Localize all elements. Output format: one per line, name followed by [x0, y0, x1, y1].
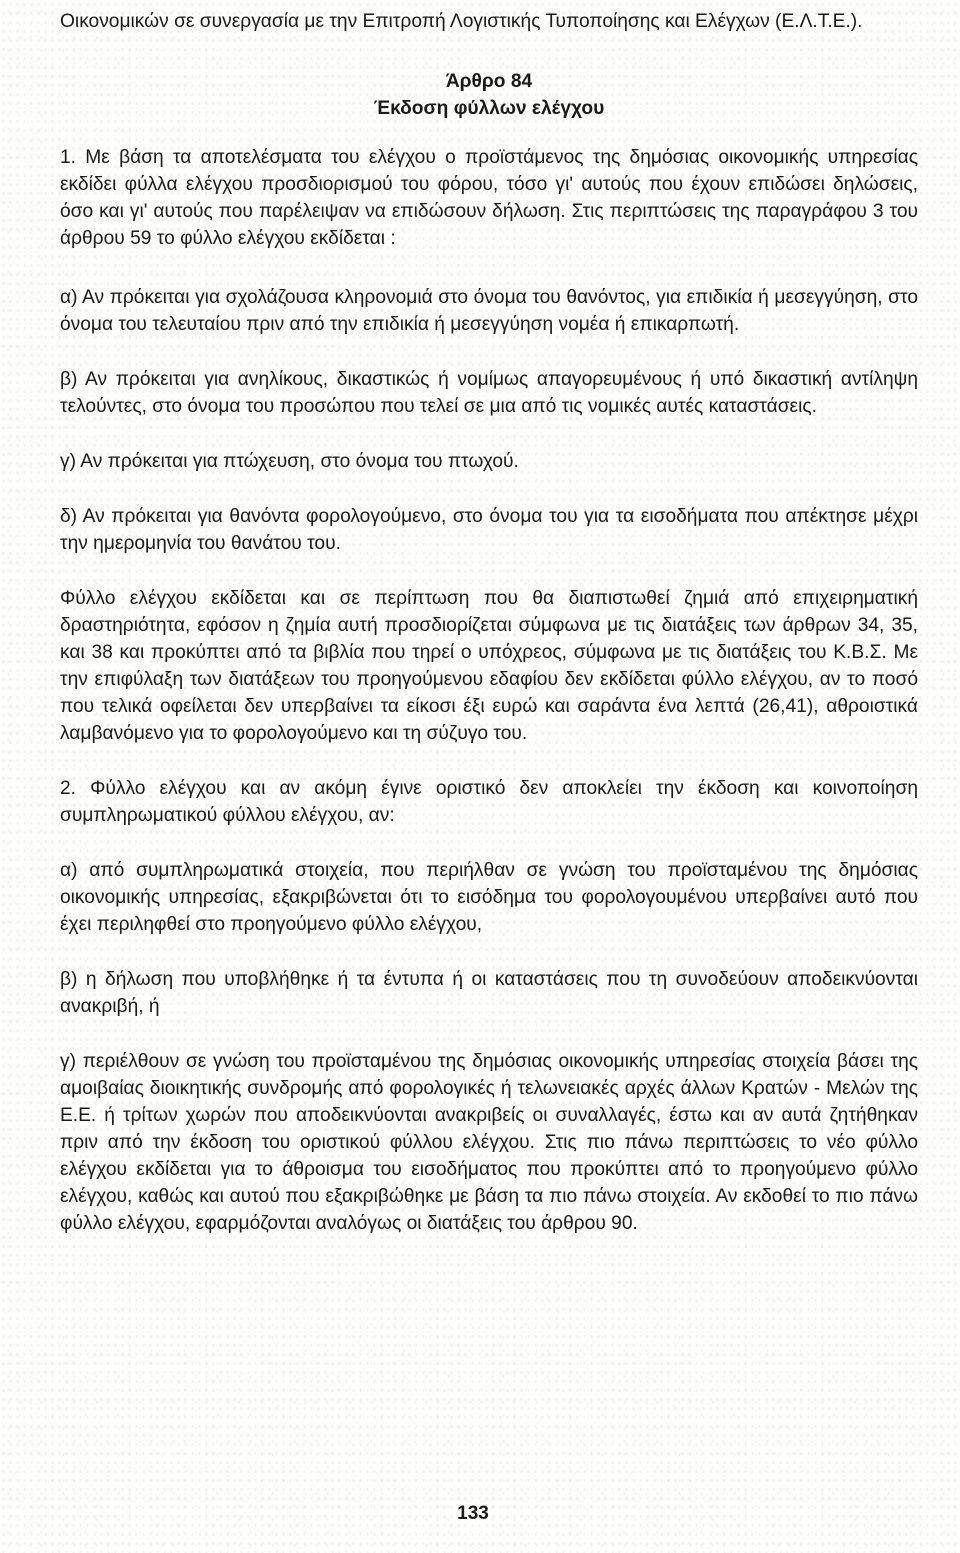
- paragraph-1: 1. Με βάση τα αποτελέσματα του ελέγχου ο προϊστάμενος της δημόσιας οικονομικής υπηρεσίας εκδίδει φύλλα ελέγχου προσδιορισμού του φόρου, τόσο γι' αυτούς που έχουν επιδώσει δηλώσεις, όσο και γι' αυτούς που παρέλειψαν να επιδώσουν δήλωση. Στις περιπτώσεις της παραγράφου 3 του άρθρου 59 το φύλλο ελέγχου εκδίδεται :: [60, 147, 918, 249]
- article-subtitle: Έκδοση φύλλων ελέγχου: [373, 98, 605, 119]
- paragraph-1a: α) Αν πρόκειται για σχολάζουσα κληρονομιά στο όνομα του θανόντος, για επιδικία ή μεσεγγύηση, στο όνομα του τελευταίου πριν από την επιδικία ή μεσεγγύηση νομέα ή επικαρπωτή.: [60, 287, 918, 335]
- paragraph-2: 2. Φύλλο ελέγχου και αν ακόμη έγινε οριστικό δεν αποκλείει την έκδοση και κοινοποίηση συμπληρωματικού φύλλου ελέγχου, αν:: [60, 778, 918, 826]
- paragraph-2a: α) από συμπληρωματικά στοιχεία, που περιήλθαν σε γνώση του προϊσταμένου της δημόσιας οικονομικής υπηρεσίας, εξακριβώνεται ότι το εισόδημα του φορολογουμένου υπερβαίνει αυτό που έχει περιληφθεί στο προηγούμενο φύλλο ελέγχου,: [60, 860, 918, 935]
- paragraph-1b: β) Αν πρόκειται για ανηλίκους, δικαστικώς ή νομίμως απαγορευμένους ή υπό δικαστική αντίληψη τελούντες, στο όνομα του προσώπου που τελεί σε μια από τις νομικές αυτές καταστάσεις.: [60, 369, 918, 417]
- paragraph-2c: γ) περιέλθουν σε γνώση του προϊσταμένου της δημόσιας οικονομικής υπηρεσίας στοιχεία βάσει της αμοιβαίας διοικητικής συνδρομής από φορολογικές ή τελωνειακές αρχές άλλων Κρατών - Μελών της Ε.Ε. ή τρίτων χωρών που αποδεικνύονται ανακριβείς οι συναλλαγές, έστω και αν αυτά ζητήθηκαν πριν από την έκδοση του οριστικού φύλλου ελέγχου. Στις πιο πάνω περιπτώσεις το νέο φύλλο ελέγχου εκδίδεται για το άθροισμα του εισοδήματος που προκύπτει από το προηγούμενο φύλλο ελέγχου, καθώς και αυτού που εξακριβώθηκε με βάση τα πιο πάνω στοιχεία. Αν εκδοθεί το πιο πάνω φύλλο ελέγχου, εφαρμόζονται αναλόγως οι διατάξεις του άρθρου 90.: [60, 1051, 918, 1234]
- paragraph-2b: β) η δήλωση που υποβλήθηκε ή τα έντυπα ή οι καταστάσεις που τη συνοδεύουν αποδεικνύονται ανακριβή, ή: [60, 969, 918, 1017]
- paragraph-1d: δ) Αν πρόκειται για θανόντα φορολογούμενο, στο όνομα του για τα εισοδήματα που απέκτησε μέχρι την ημερομηνία του θανάτου του.: [60, 506, 918, 554]
- page-content: [60, 8, 918, 1237]
- paragraph-loss: Φύλλο ελέγχου εκδίδεται και σε περίπτωση που θα διαπιστωθεί ζημιά από επιχειρηματική δραστηριότητα, εφόσον η ζημία αυτή προσδιορίζεται σύμφωνα με τις διατάξεις των άρθρων 34, 35, και 38 και προκύπτει από τα βιβλία που τηρεί ο υπόχρεος, σύμφωνα με τις διατάξεις του Κ.Β.Σ. Με την επιφύλαξη των διατάξεων του προηγούμενου εδαφίου δεν εκδίδεται φύλλο ελέγχου, αν το ποσό που τελικά οφείλεται δεν υπερβαίνει τα είκοσι έξι ευρώ και σαράντα ένα λεπτά (26,41), αθροιστικά λαμβανόμενο για το φορολογούμενο και τη σύζυγο του.: [60, 588, 918, 744]
- paragraph-1c: γ) Αν πρόκειται για πτώχευση, στο όνομα του πτωχού.: [60, 451, 519, 472]
- page-number: 133: [457, 1503, 489, 1524]
- intro-paragraph: Οικονομικών σε συνεργασία με την Επιτροπή Λογιστικής Τυποποίησης και Ελέγχων (Ε.Λ.Τ.Ε.).: [60, 11, 863, 32]
- article-title: Άρθρο 84: [445, 71, 533, 92]
